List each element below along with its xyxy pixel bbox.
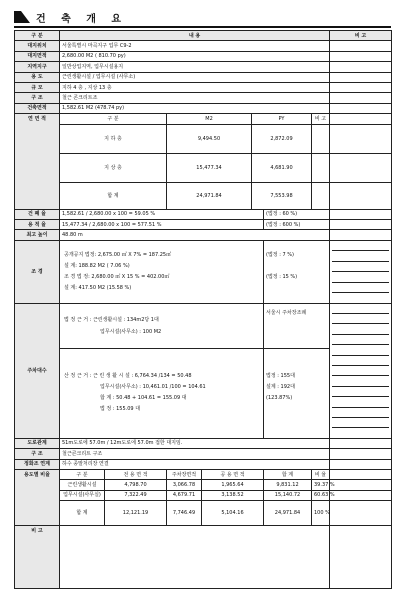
structure-value: 철근 콘크리트조	[60, 93, 330, 103]
label-structure: 구 조	[15, 93, 60, 103]
parking-legal-lines	[60, 303, 264, 348]
remark-cell	[330, 41, 392, 51]
gross-total-name: 합 계	[60, 182, 167, 209]
remark-cell	[330, 82, 392, 92]
road-value: 51m도로에 57.0m / 12m도로에 57.0m 접한 대지임.	[60, 438, 330, 448]
ratio-header-parking: 주차장면적	[167, 469, 202, 479]
ratio-total-name: 합 계	[60, 501, 105, 526]
remark-cell	[330, 230, 392, 240]
parking-calc-note: 설계 : 192대	[266, 384, 295, 391]
ratio-header-ratio: 비 율	[312, 469, 330, 479]
landscape-notes	[264, 240, 330, 303]
label-building-area: 건축면적	[15, 103, 60, 113]
ratio-total-total: 24,971.84	[264, 501, 312, 526]
remark-cell	[330, 501, 392, 526]
parking-calc-note: 법정 : 155대	[266, 373, 295, 380]
parking-calc-line: 산 정 근 거 : 근 린 생 활 시 설 : 6,764.34 /134 = 50.48	[64, 373, 192, 380]
label-height: 최고 높이	[15, 230, 60, 240]
gross-item-remark	[312, 182, 330, 209]
header-category: 구 분	[15, 31, 60, 41]
gross-sub-header-py: PY	[252, 114, 312, 124]
remark-cell	[330, 526, 392, 589]
ratio-row-total: 9,831.12	[264, 480, 312, 490]
gross-total-py: 7,553.98	[252, 182, 312, 209]
remark-cell	[330, 72, 392, 82]
ratio-row-parking: 3,066.78	[167, 480, 202, 490]
landscape-lines	[60, 240, 264, 303]
label-remarks: 비 고	[15, 526, 60, 589]
remark-cell	[330, 240, 392, 303]
building-summary-table	[14, 30, 392, 589]
remark-cell	[330, 449, 392, 459]
remark-cell	[330, 459, 392, 469]
label-road: 도로관계	[15, 438, 60, 448]
remark-cell	[330, 182, 392, 209]
title-rule	[14, 26, 391, 28]
coverage-value: 1,582.61 / 2,680.00 x 100 = 59.05 %	[60, 209, 264, 219]
ratio-row-name: 업무시설(사무실)	[60, 490, 105, 500]
ratio-header-exclusive: 전 용 면 적	[105, 469, 167, 479]
title-mark-icon	[14, 11, 30, 23]
ratio-row-exclusive: 7,322.49	[105, 490, 167, 500]
gross-item-m2: 9,494.50	[167, 124, 252, 153]
gross-item-py: 2,872.09	[252, 124, 312, 153]
header-remarks: 비 고	[330, 31, 392, 41]
parking-legal-line: 법 정 근 거 : 근린생활시설 : 134m2당 1대	[64, 316, 159, 323]
ratio-row-parking: 4,679.71	[167, 490, 202, 500]
ratio-row-name: 근린생활시설	[60, 480, 105, 490]
ratio-header-total: 합 계	[264, 469, 312, 479]
label-structure2: 구 조	[15, 449, 60, 459]
label-coverage: 건 폐 율	[15, 209, 60, 219]
remark-cell	[330, 469, 392, 479]
coverage-note: (법정 : 60 %)	[264, 209, 330, 219]
label-scale: 규 모	[15, 82, 60, 92]
gross-sub-header-category: 구 분	[60, 114, 167, 124]
remark-cell	[330, 153, 392, 182]
parking-calc-line: 법 정 : 155.09 대	[100, 406, 141, 413]
title-text: 건 축 개 요	[36, 13, 128, 25]
ratio-row-common: 1,965.64	[202, 480, 264, 490]
landscape-line: 공개공지 법정: 2,675.00 ㎡ X 7% = 187.25㎡	[64, 251, 172, 258]
label-site-area: 대지면적	[15, 51, 60, 61]
landscape-line: 설 계: 188.82 M2 ( 7.06 %)	[64, 262, 130, 269]
gross-sub-header-m2: M2	[167, 114, 252, 124]
height-value: 48.80 m	[60, 230, 330, 240]
remark-cell	[330, 93, 392, 103]
label-site-location: 대지위치	[15, 41, 60, 51]
remark-cell	[330, 438, 392, 448]
gross-item-name: 지 하 층	[60, 124, 167, 153]
remark-cell	[330, 209, 392, 219]
label-far: 용 적 율	[15, 219, 60, 229]
parking-calc-lines	[60, 349, 264, 439]
remarks-value	[60, 526, 330, 589]
ratio-total-common: 5,104.16	[202, 501, 264, 526]
parking-calc-line: 합 계 : 50.48 + 104.61 = 155.09 대	[100, 395, 187, 402]
parking-calc-line: 업무시설(사무소) : 10,461.01 /100 = 104.61	[100, 384, 206, 391]
label-parking: 주차대수	[15, 303, 60, 438]
label-use: 용 도	[15, 72, 60, 82]
landscape-note: (법정 : 7 %)	[266, 251, 294, 258]
gross-item-name: 지 상 층	[60, 153, 167, 182]
remark-cell	[330, 490, 392, 500]
ratio-total-ratio: 100 %	[312, 501, 330, 526]
label-ratio: 용도별 비율	[15, 469, 60, 525]
gross-item-py: 4,681.90	[252, 153, 312, 182]
remark-cell	[330, 219, 392, 229]
ratio-total-exclusive: 12,121.19	[105, 501, 167, 526]
landscape-line: 조 경 법 정: 2,680.00 ㎡ X 15 % = 402.00㎡	[64, 273, 170, 280]
ratio-row-total: 15,140.72	[264, 490, 312, 500]
landscape-line: 설 계: 417.50 M2 (15.58 %)	[64, 284, 132, 291]
gross-item-remark	[312, 124, 330, 153]
ratio-header-category: 구 분	[60, 469, 105, 479]
remark-cell	[330, 62, 392, 72]
site-area-value: 2,680.00 M2 ( 810.70 py)	[60, 51, 330, 61]
ratio-row-ratio: 39.37 %	[312, 480, 330, 490]
ratio-row-ratio: 60.63 %	[312, 490, 330, 500]
gross-item-remark	[312, 153, 330, 182]
header-content: 내 용	[60, 31, 330, 41]
sewage-value: 하수 종말처리장 연결	[60, 459, 330, 469]
remark-cell	[330, 51, 392, 61]
parking-legal-note: 서울시 주차장조례	[264, 303, 330, 348]
structure2-value: 철근콘크리트 구조	[60, 449, 330, 459]
label-landscape: 조 경	[15, 240, 60, 303]
gross-total-m2: 24,971.84	[167, 182, 252, 209]
remark-cell	[330, 103, 392, 113]
landscape-note: (법정 : 15 %)	[266, 273, 298, 280]
gross-sub-header-remarks: 비 고	[312, 114, 330, 124]
building-area-value: 1,582.61 M2 (478.74 py)	[60, 103, 330, 113]
remark-cell	[330, 480, 392, 490]
parking-calc-note: (123.87%)	[266, 395, 293, 402]
district-value: 일반상업지역, 업무시설용지	[60, 62, 330, 72]
remark-cell	[330, 124, 392, 153]
label-gross-area: 연 면 적	[15, 114, 60, 209]
label-sewage: 정화조 연계	[15, 459, 60, 469]
site-location-value: 서울특별시 마곡지구 업무 C9-2	[60, 41, 330, 51]
remark-cell	[330, 114, 392, 124]
scale-value: 지하 4 층 , 지상 13 층	[60, 82, 330, 92]
remark-cell	[330, 303, 392, 438]
document-title	[14, 10, 127, 24]
far-note: (법정 : 600 %)	[264, 219, 330, 229]
gross-item-m2: 15,477.34	[167, 153, 252, 182]
far-value: 15,477.34 / 2,680.00 x 100 = 577.51 %	[60, 219, 264, 229]
ratio-total-parking: 7,746.49	[167, 501, 202, 526]
ratio-header-common: 공 용 면 적	[202, 469, 264, 479]
label-district: 지역지구	[15, 62, 60, 72]
parking-legal-line: 업무시설(사무소) : 100 M2	[100, 328, 162, 335]
ratio-row-common: 3,138.52	[202, 490, 264, 500]
use-value: 근린생활시설 / 업무시설 (사무소)	[60, 72, 330, 82]
parking-calc-notes	[264, 349, 330, 439]
ratio-row-exclusive: 4,798.70	[105, 480, 167, 490]
